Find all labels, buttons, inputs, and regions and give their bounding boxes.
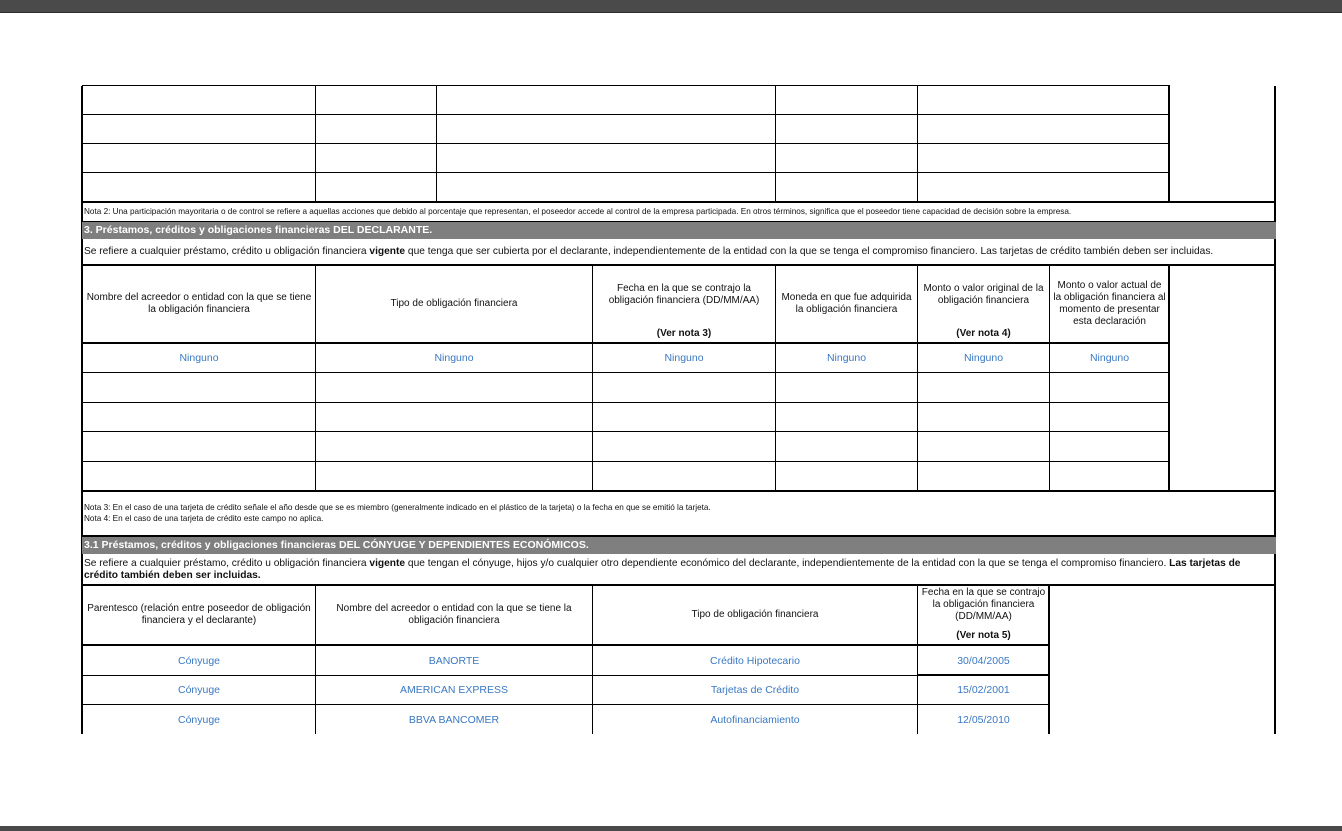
sheet-right-border	[1274, 86, 1276, 734]
section-3-1-title: 3.1 Préstamos, créditos y obligaciones financieras DEL CÓNYUGE Y DEPENDIENTES ECONÓMICOS.	[82, 537, 1276, 554]
header-parentesco: Parentesco (relación entre poseedor de obligación financiera y el declarante)	[87, 603, 311, 626]
row-value: 12/05/2010	[957, 713, 1010, 726]
row-value: Ninguno	[1089, 352, 1130, 364]
header-monto-actual: Monto o valor actual de la obligación financiera al momento de presentar esta declaración	[1053, 280, 1166, 327]
row-value: Crédito Hipotecario	[710, 654, 800, 667]
window-top-bar	[0, 0, 1342, 13]
row-value: Ninguno	[664, 352, 704, 364]
row-value: Cónyuge	[177, 713, 221, 726]
header-tipo: Tipo de obligación financiera	[390, 298, 518, 309]
row-value: Autofinanciamiento	[710, 713, 800, 726]
section-3-title: 3. Préstamos, créditos y obligaciones financieras DEL DECLARANTE.	[82, 222, 1276, 239]
row-value: Ninguno	[826, 352, 867, 364]
section-3-1-description: Se refiere a cualquier préstamo, crédito u obligación financiera vigente que tengan el cónyuge, hijos y/o cualquier otro dependiente económico del declarante, independientemente de la entidad con la que se tenga el compromiso financiero. Las tarjetas de crédito también deben ser incluidas.	[84, 558, 1241, 581]
header-acreedor: Nombre del acreedor o entidad con la que se tiene la obligación financiera	[336, 603, 572, 626]
note-2: Nota 2: Una participación mayoritaria o de control se refiere a aquellas acciones que debido al porcentaje que representan, el poseedor accede al control de la empresa participada. En otros términos, significa que el poseedor tiene capacidad de decisión sobre la empresa.	[84, 207, 1072, 216]
section-3-description: Se refiere a cualquier préstamo, crédito u obligación financiera vigente que tenga que ser cubierta por el declarante, independientemente de la entidad con la que se tenga el compromiso financiero. Las tarjetas de crédito también deben ser incluidas.	[84, 246, 1214, 257]
row-value: Cónyuge	[177, 684, 221, 696]
header-fecha: Fecha en la que se contrajo la obligación financiera (DD/MM/AA) (Ver nota 5)	[921, 587, 1046, 641]
header-fecha: Fecha en la que se contrajo la obligación financiera (DD/MM/AA) (Ver nota 3)	[608, 283, 760, 339]
row-value: 30/04/2005	[957, 654, 1010, 667]
row-value: BANORTE	[428, 654, 480, 667]
header-tipo: Tipo de obligación financiera	[691, 609, 819, 620]
row-value: Ninguno	[179, 352, 219, 364]
row-value: Ninguno	[434, 352, 474, 364]
row-value: Cónyuge	[177, 654, 221, 667]
header-acreedor: Nombre del acreedor o entidad con la que se tiene la obligación financiera	[86, 292, 312, 315]
row-value: BBVA BANCOMER	[408, 713, 500, 726]
window-bottom-bar	[0, 826, 1342, 831]
row-value: 15/02/2001	[957, 684, 1010, 696]
note-3: Nota 3: En el caso de una tarjeta de crédito señale el año desde que se es miembro (generalmente indicado en el plástico de la tarjeta) o la fecha en que se emitió la tarjeta.	[84, 503, 711, 512]
row-value: Tarjetas de Crédito	[710, 684, 800, 696]
header-monto-original: Monto o valor original de la obligación financiera (Ver nota 4)	[923, 283, 1044, 339]
note-4: Nota 4: En el caso de una tarjeta de crédito este campo no aplica.	[84, 514, 324, 523]
header-moneda: Moneda en que fue adquirida la obligación financiera	[781, 292, 912, 315]
row-value: AMERICAN EXPRESS	[400, 684, 508, 696]
row-value: Ninguno	[963, 352, 1004, 364]
